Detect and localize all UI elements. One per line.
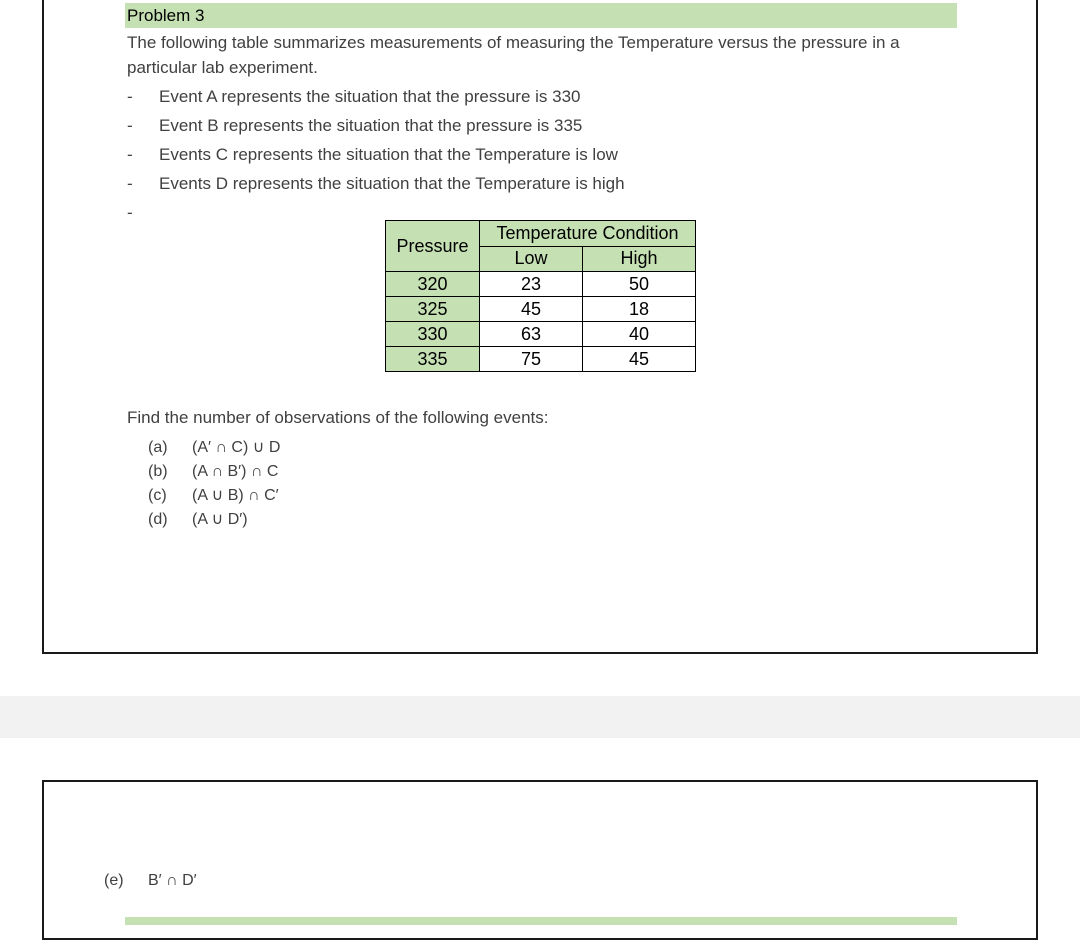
list-item [127,140,625,169]
low-header: Low [480,246,583,272]
low-cell: 23 [480,272,583,297]
pressure-cell: 330 [386,322,480,347]
list-item [148,460,280,484]
high-cell: 18 [583,297,696,322]
question-parts [148,436,280,532]
event-a-text: Event A represents the situation that the pressure is 330 [159,87,581,106]
high-cell: 45 [583,347,696,372]
list-item [148,484,280,508]
bullet-dash: - [127,145,133,164]
list-item [127,169,625,198]
problem-title: Problem 3 [125,3,957,28]
heading-band [125,917,957,925]
pressure-cell: 325 [386,297,480,322]
low-cell: 75 [480,347,583,372]
part-expression: B′ ∩ D′ [148,872,197,889]
table-row [386,297,696,322]
part-label: (b) [148,463,168,480]
bullet-dash: - [127,87,133,106]
part-expression: (A ∪ D′) [192,511,248,528]
bullet-dash: - [127,203,133,222]
bullet-dash: - [127,174,133,193]
pressure-temperature-table [385,220,696,372]
high-cell: 50 [583,272,696,297]
page-2 [42,780,1038,940]
event-c-text: Events C represents the situation that the Temperature is low [159,145,618,164]
event-b-text: Event B represents the situation that the pressure is 335 [159,116,583,135]
question-prompt: Find the number of observations of the following events: [127,408,549,427]
high-cell: 40 [583,322,696,347]
pressure-header: Pressure [386,221,480,272]
pressure-cell: 335 [386,347,480,372]
part-expression: (A ∩ B′) ∩ C [192,463,279,480]
low-cell: 63 [480,322,583,347]
part-label: (c) [148,487,167,504]
list-item [148,508,280,532]
list-item [104,869,197,893]
part-expression: (A ∪ B) ∩ C′ [192,487,279,504]
table-row [386,347,696,372]
page-1 [42,0,1038,654]
temperature-condition-header: Temperature Condition [480,221,696,247]
pressure-cell: 320 [386,272,480,297]
high-header: High [583,246,696,272]
low-cell: 45 [480,297,583,322]
problem-intro: The following table summarizes measurements of measuring the Temperature versus the pressure in a particular lab experiment. [127,33,900,77]
event-d-text: Events D represents the situation that the Temperature is high [159,174,625,193]
page-gap [0,696,1080,738]
part-expression: (A′ ∩ C) ∪ D [192,439,281,456]
list-item [127,82,625,111]
part-label: (e) [104,872,124,889]
part-label: (d) [148,511,168,528]
list-item [148,436,280,460]
part-label: (a) [148,439,168,456]
list-item [127,111,625,140]
bullet-dash: - [127,116,133,135]
event-list [127,82,625,227]
table-row [386,272,696,297]
table-row [386,322,696,347]
